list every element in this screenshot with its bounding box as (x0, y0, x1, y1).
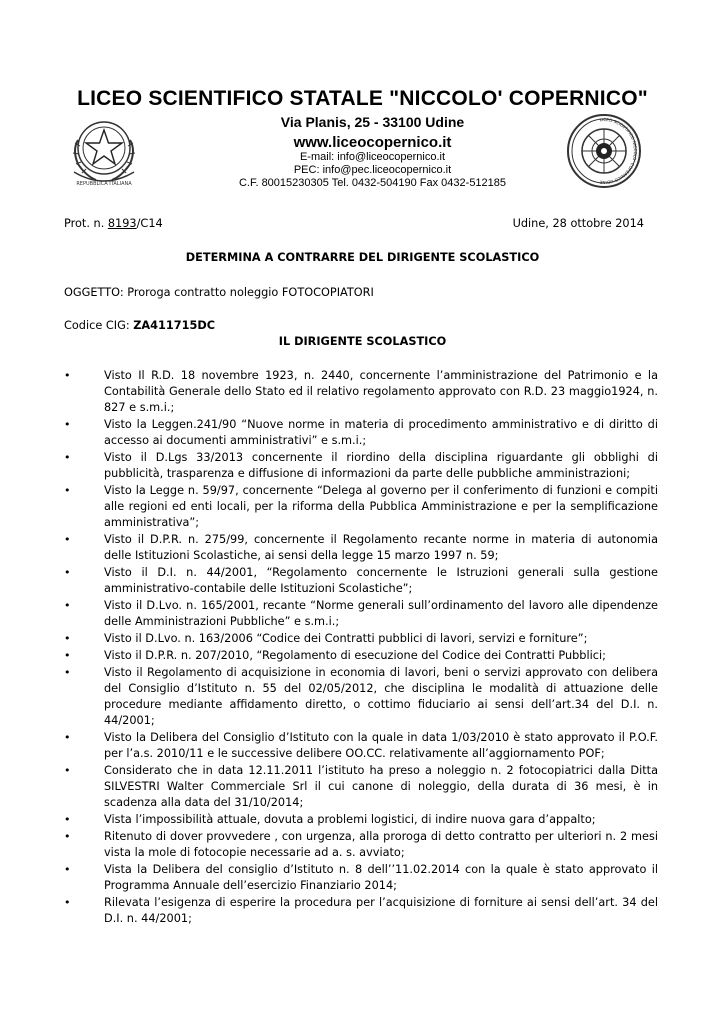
list-item (64, 862, 658, 894)
list-item (64, 565, 658, 597)
list-item (64, 665, 658, 729)
section-title: IL DIRIGENTE SCOLASTICO (278, 335, 447, 348)
list-item (64, 730, 658, 762)
bullet-icon: • (64, 632, 71, 645)
list-item-text: Considerato che in data 12.11.2011 l’istituto ha preso a noleggio n. 2 fotocopiatrici dalla Ditta SILVESTRI Walter Commerciale Srl il cui canone di noleggio, della durata di 36 mesi, è in scadenza alla data del 31/10/2014; (104, 764, 658, 809)
bullet-icon: • (64, 451, 71, 464)
list-item-text: Visto il D.P.R. n. 207/2010, “Regolamento di esecuzione del Codice dei Contratti Pubblici; (104, 649, 606, 662)
list-item (64, 895, 658, 927)
cig-value: ZA411715DC (133, 319, 215, 332)
bullet-icon: • (64, 863, 71, 876)
school-fiscal-info: C.F. 80015230305 Tel. 0432-504190 Fax 0432-512185 (238, 177, 507, 189)
list-item-text: Visto il D.Lvo. n. 163/2006 “Codice dei Contratti pubblici di lavori, servizi e forniture”; (104, 632, 588, 645)
school-email: E-mail: info@liceocopernico.it (299, 151, 446, 163)
emblem-caption: REPUBBLICA ITALIANA (76, 181, 132, 187)
bullet-icon: • (64, 369, 71, 382)
list-item (64, 631, 658, 647)
list-item-text: Vista l’impossibilità attuale, dovuta a problemi logistici, di indire nuova gara d’appalto; (104, 813, 596, 826)
list-item-text: Visto il D.I. n. 44/2001, “Regolamento concernente le Istruzioni generali sulla gestione amministrativo-contabile delle Istituzioni Scolastiche”; (104, 566, 658, 595)
list-item (64, 450, 658, 482)
school-pec: PEC: info@pec.liceocopernico.it (293, 164, 452, 176)
list-item-text: Visto il D.Lvo. n. 165/2001, recante “Norme generali sull’ordinamento del lavoro alle dipendenze delle Amministrazioni Pubbliche” e s.m.i.; (104, 599, 658, 628)
list-item-text: Visto il D.Lgs 33/2013 concernente il riordino della disciplina riguardante gli obblighi di pubblicità, trasparenza e diffusione di informazioni da parte delle pubbliche amministrazioni; (104, 451, 658, 480)
premises-list (64, 368, 658, 928)
list-item-text: Visto la Delibera del Consiglio d’Istituto con la quale in data 1/03/2010 è stato approvato il P.O.F. per l’a.s. 2010/11 e le successive delibere OO.CC. relativamente all’aggiornamento POF; (104, 731, 658, 760)
bullet-icon: • (64, 649, 71, 662)
protocol-num: 8193 (107, 217, 137, 230)
bullet-icon: • (64, 418, 71, 431)
protocol-suffix: /C14 (136, 217, 163, 230)
list-item-text: Visto la Legge n. 59/97, concernente “Delega al governo per il conferimento di funzioni e compiti alle regioni ed enti locali, per la riforma della Pubblica Amministrazione e per la semplificazione amministrativa”; (104, 484, 658, 529)
school-website: www.liceocopernico.it (293, 134, 452, 151)
seal-caption: LICEO SCIENTIFICO NICCOLO' COPERNICO UDINE (599, 116, 639, 186)
bullet-icon: • (64, 764, 71, 777)
list-item-text: Visto la Leggen.241/90 “Nuove norme in materia di procedimento amministrativo e di diritto di accesso ai documenti amministrativi” e s.m.i.; (104, 418, 658, 447)
list-item (64, 763, 658, 811)
list-item-text: Visto il Regolamento di acquisizione in economia di lavori, beni o servizi approvato con delibera del Consiglio d’Istituto n. 55 del 02/05/2012, che disciplina le modalità di attuazione delle procedure mediante affidamento diretto, o cottimo fiduciario ai sensi dell’art.34 del D.I. n. 44/2001; (104, 666, 658, 727)
bullet-icon: • (64, 896, 71, 909)
bullet-icon: • (64, 731, 71, 744)
bullet-icon: • (64, 830, 71, 843)
list-item (64, 598, 658, 630)
protocol-prefix: Prot. n. (64, 217, 108, 230)
school-seal-logo (565, 112, 643, 190)
protocol-number (64, 216, 163, 232)
bullet-icon: • (64, 533, 71, 546)
bullet-icon: • (64, 666, 71, 679)
school-address: Via Planis, 25 - 33100 Udine (280, 114, 465, 130)
list-item (64, 368, 658, 416)
list-item (64, 417, 658, 449)
cig-code (64, 318, 215, 334)
list-item (64, 812, 658, 828)
bullet-icon: • (64, 599, 71, 612)
document-title: DETERMINA A CONTRARRE DEL DIRIGENTE SCOLASTICO (185, 251, 540, 264)
list-item (64, 829, 658, 861)
document-date: Udine, 28 ottobre 2014 (512, 217, 644, 230)
bullet-icon: • (64, 813, 71, 826)
cig-label: Codice CIG: (64, 319, 134, 332)
list-item-text: Vista la Delibera del consiglio d’Istituto n. 8 dell’’11.02.2014 con la quale è stato approvato il Programma Annuale dell’esercizio Finanziario 2014; (104, 863, 658, 892)
list-item (64, 483, 658, 531)
list-item-text: Visto Il R.D. 18 novembre 1923, n. 2440, concernente l’amministrazione del Patrimonio e la Contabilità Generale dello Stato ed il relativo regolamento approvato con R.D. 23 maggio1924, n. 827 e s.m.i.; (104, 369, 658, 414)
list-item-text: Visto il D.P.R. n. 275/99, concernente il Regolamento recante norme in materia di autonomia delle Istituzioni Scolastiche, ai sensi della legge 15 marzo 1997 n. 59; (104, 533, 658, 562)
bullet-icon: • (64, 566, 71, 579)
list-item (64, 532, 658, 564)
school-name: LICEO SCIENTIFICO STATALE "NICCOLO' COPERNICO" (77, 87, 648, 110)
list-item-text: Rilevata l’esigenza di esperire la procedura per l’acquisizione di forniture ai sensi dell’art. 34 del D.I. n. 44/2001; (104, 896, 658, 925)
document-subject: OGGETTO: Proroga contratto noleggio FOTOCOPIATORI (64, 286, 374, 299)
list-item (64, 648, 658, 664)
bullet-icon: • (64, 484, 71, 497)
list-item-text: Ritenuto di dover provvedere , con urgenza, alla proroga di detto contratto per ulteriori n. 2 mesi vista la mole di fotocopie necessarie ad a. s. avviato; (104, 830, 658, 859)
